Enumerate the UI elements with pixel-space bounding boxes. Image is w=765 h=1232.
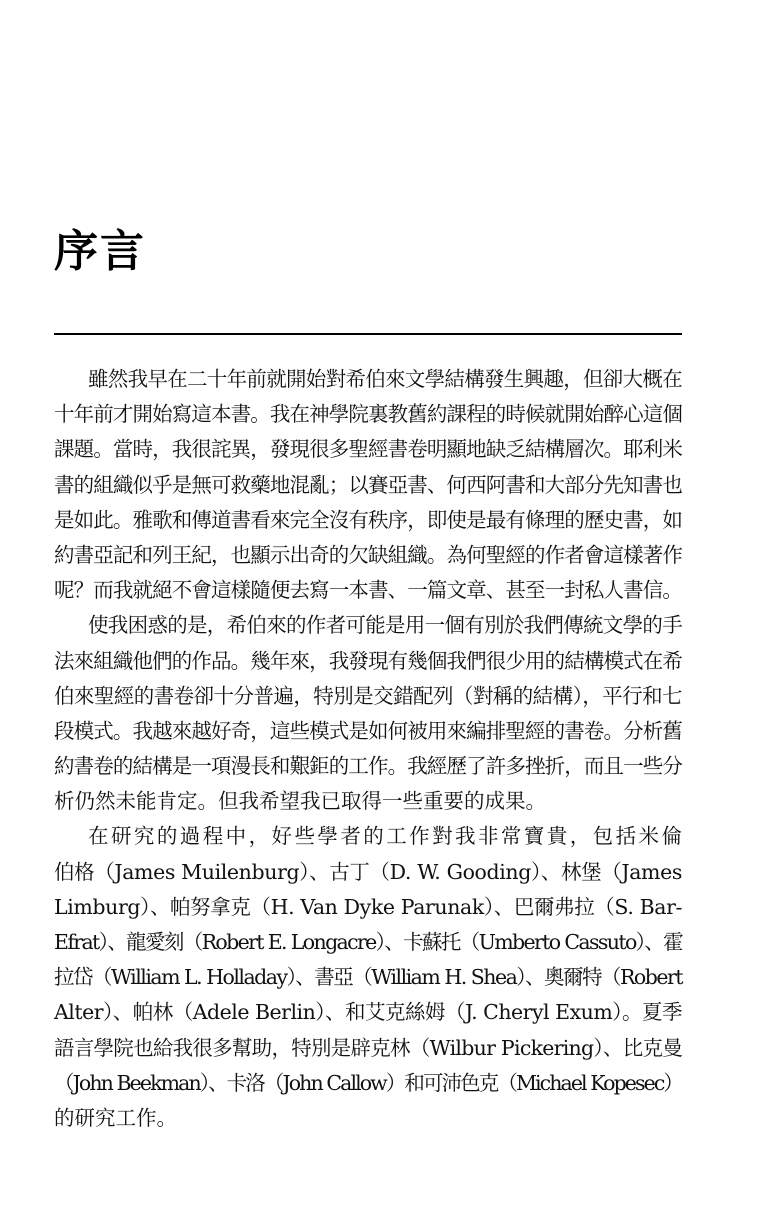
text-line: Efrat）、龍愛刻（Robert E. Longacre）、卡蘇托（Umberto Cassuto）、霍 <box>54 930 683 954</box>
text-line: Alter）、帕林（Adele Berlin）、和艾克絲姆（J. Cheryl Exum）。夏季 <box>54 1000 683 1025</box>
text-line: （John Beekman）、卡洛（John Callow）和可沛色克（Michael Kopesec） <box>54 1070 683 1095</box>
text-line: Limburg）、帕努拿克（H. Van Dyke Parunak）、巴爾弗拉（S. Bar- <box>54 894 683 919</box>
text-line: 約書亞記和列王紀，也顯示出奇的欠缺組織。為何聖經的作者會這樣著作 <box>54 542 682 567</box>
text-line: 雖然我早在二十年前就開始對希伯來文學結構發生興趣，但卻大概在 <box>88 367 682 391</box>
text-line: 使我困惑的是，希伯來的作者可能是用一個有別於我們傳統文學的手 <box>88 613 682 638</box>
text-line: 十年前才開始寫這本書。我在神學院裏教舊約課程的時候就開始醉心這個 <box>54 402 682 427</box>
text-line: 呢？而我就絕不會這樣隨便去寫一本書、一篇文章、甚至一封私人書信。 <box>54 578 682 603</box>
text-line: 伯格（James Muilenburg）、古丁（D. W. Gooding）、林堡（James <box>54 859 682 884</box>
text-line: 法來組織他們的作品。幾年來，我發現有幾個我們很少用的結構模式在希 <box>54 648 682 673</box>
text-line: 拉岱（William L. Holladay）、書亞（William H. Shea）、奧爾特（Robert <box>54 965 682 990</box>
text-line: 語言學院也給我很多幫助，特別是辟克林（Wilbur Pickering）、比克曼 <box>54 1035 682 1060</box>
text-line: 的研究工作。 <box>54 1105 177 1130</box>
text-line: 書的組織似乎是無可救藥地混亂；以賽亞書、何西阿書和大部分先知書也 <box>54 472 682 497</box>
page-title: 序言 <box>54 226 146 277</box>
text-line: 課題。當時，我很詫異，發現很多聖經書卷明顯地缺乏結構層次。耶利米 <box>54 437 682 462</box>
preface-body <box>54 362 682 1136</box>
text-line: 是如此。雅歌和傳道書看來完全沒有秩序，即使是最有條理的歷史書，如 <box>54 507 682 532</box>
text-line: 析仍然未能肯定。但我希望我已取得一些重要的成果。 <box>54 789 546 814</box>
text-line: 約書卷的結構是一項漫長和艱鉅的工作。我經歷了許多挫折，而且一些分 <box>54 754 682 779</box>
text-line: 段模式。我越來越好奇，這些模式是如何被用來編排聖經的書卷。分析舊 <box>54 718 682 743</box>
text-line: 伯來聖經的書卷卻十分普遍，特別是交錯配列（對稱的結構），平行和七 <box>54 683 682 708</box>
text-line: 在研究的過程中，好些學者的工作對我非常寶貴，包括米倫 <box>88 824 682 849</box>
title-divider <box>54 333 682 335</box>
